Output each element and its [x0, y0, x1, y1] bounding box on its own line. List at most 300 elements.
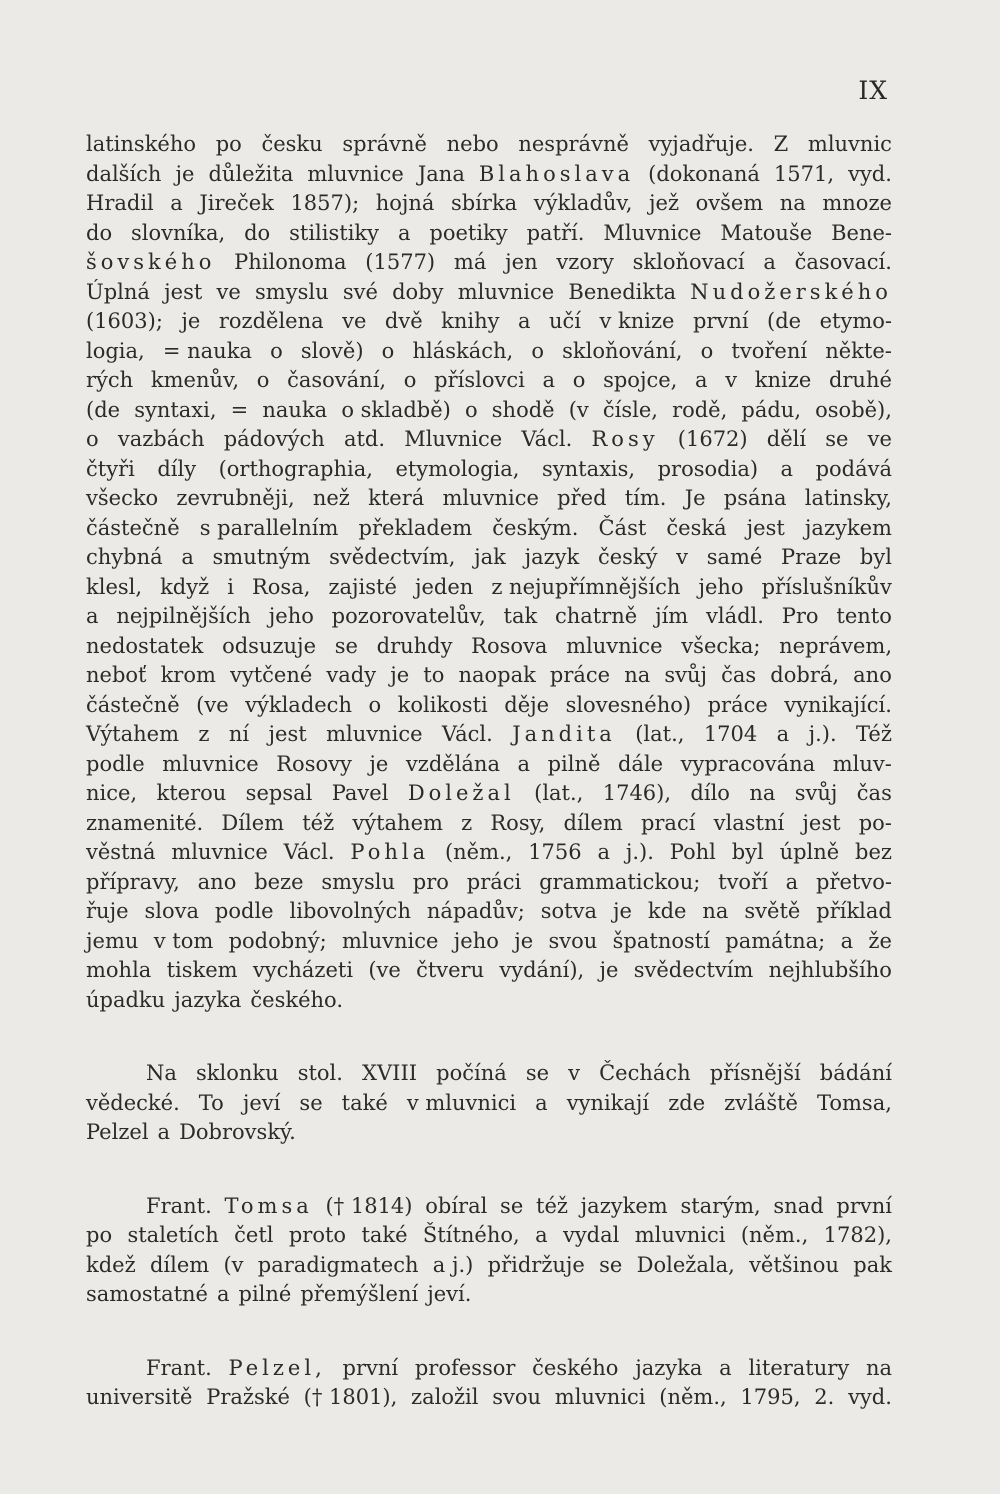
text-line	[86, 927, 892, 957]
word: je	[514, 928, 534, 953]
word: Rosa,	[251, 574, 311, 599]
page-number: IX	[858, 76, 888, 105]
word: knize	[754, 368, 812, 392]
word: znamenité.	[86, 810, 204, 835]
word: Philonoma	[234, 250, 347, 274]
word: první	[342, 1355, 399, 1380]
word: vydání),	[499, 958, 585, 982]
word: nápadův;	[426, 899, 525, 923]
word: slova	[144, 899, 199, 923]
word: Dílem	[221, 810, 285, 835]
word: o	[368, 692, 382, 717]
word: když	[160, 574, 210, 599]
word: svědectvím,	[329, 545, 456, 569]
word: ano	[853, 663, 892, 687]
word: Je	[684, 486, 706, 510]
word: osobě),	[815, 397, 892, 422]
word: rodě,	[672, 397, 728, 422]
text-line	[86, 1192, 892, 1222]
word: chatrně	[555, 604, 638, 628]
word: o	[86, 427, 99, 451]
word: odsuzuje	[222, 633, 316, 658]
word: sepsal	[245, 781, 313, 805]
text-line	[86, 602, 892, 632]
word: mluvnice	[307, 161, 404, 186]
word: přetvo-	[816, 869, 892, 894]
word: mluvnice	[342, 928, 439, 953]
word: a	[517, 751, 531, 776]
word: nice,	[86, 781, 138, 805]
word: samostatné	[86, 1282, 208, 1306]
word: dílem	[149, 1252, 210, 1277]
word: čtyři	[86, 456, 135, 481]
word: mohla	[86, 958, 152, 982]
text-line	[86, 396, 892, 426]
word: druhé	[828, 368, 892, 392]
word: (něm.,	[659, 1385, 727, 1409]
word: jeho	[268, 604, 314, 628]
word: sotva	[540, 899, 598, 923]
text-line	[86, 691, 892, 721]
word: sbírka	[450, 191, 518, 215]
word: jazyk	[524, 545, 580, 569]
word: v mluvnici	[406, 1090, 517, 1115]
word: výkladův,	[533, 191, 633, 215]
word: patří.	[526, 220, 585, 245]
word: (de	[767, 309, 802, 333]
word: Štítného,	[422, 1223, 520, 1247]
word: dílo	[690, 781, 730, 805]
word: vědecké.	[86, 1090, 180, 1115]
word: podle	[214, 899, 274, 923]
word: Hradil	[86, 191, 154, 215]
word: částečně	[86, 515, 180, 540]
word: je	[599, 958, 619, 982]
paragraph	[86, 1354, 892, 1413]
word: (v	[223, 1252, 244, 1277]
word: dvě	[384, 309, 423, 333]
word: To	[198, 1090, 224, 1115]
word: špatností	[612, 928, 710, 953]
word: výkladech	[245, 692, 352, 717]
word: svou	[492, 1385, 542, 1409]
word: ní	[228, 722, 250, 746]
word: 1795,	[740, 1385, 801, 1409]
word: Dobrovský.	[179, 1120, 296, 1144]
word: libovolných	[289, 899, 411, 923]
paragraph-gap	[86, 1148, 892, 1192]
word: je	[390, 663, 410, 687]
word: šovského	[86, 250, 216, 274]
word: vydal	[562, 1223, 620, 1247]
word: staletích	[127, 1223, 219, 1247]
word: jazyka	[635, 1355, 703, 1380]
word: Václ.	[521, 427, 573, 451]
word: neprávem,	[779, 633, 892, 658]
word: než	[312, 486, 350, 510]
word: dalších	[86, 161, 162, 186]
word: vynikají	[566, 1090, 650, 1115]
word: neboť	[86, 663, 147, 687]
word: a	[542, 368, 556, 392]
word: Část	[598, 515, 647, 540]
word: čas	[856, 781, 892, 805]
word: v	[725, 368, 738, 392]
word: Pelzel	[86, 1120, 149, 1144]
word: a	[719, 1355, 732, 1380]
word: nebo	[446, 132, 499, 156]
word: o	[403, 368, 417, 392]
word: byl	[731, 840, 764, 864]
word: jest	[164, 279, 203, 304]
word: syntaxis,	[541, 456, 636, 481]
word: 1746),	[602, 781, 672, 805]
word: Pro	[781, 604, 819, 628]
word: mluvnice	[442, 486, 539, 510]
word: universitě	[86, 1385, 193, 1409]
word: v tom	[153, 928, 214, 953]
word: ve	[216, 279, 241, 304]
word: vyd.	[848, 1385, 892, 1409]
word: mluvnici	[634, 1223, 726, 1247]
word: vzdělána	[405, 751, 500, 776]
word: nedostatek	[86, 633, 204, 658]
word: Na	[146, 1061, 177, 1085]
word: a	[840, 928, 854, 953]
word: a	[535, 1223, 548, 1247]
word: též	[302, 810, 335, 835]
word: kmenův,	[150, 368, 240, 392]
word: s parallelním	[199, 515, 339, 540]
paragraph	[86, 130, 892, 1015]
word: česká	[666, 515, 727, 540]
word: obíral	[425, 1193, 488, 1218]
word: podobný;	[228, 928, 327, 953]
word: 1857);	[290, 191, 360, 215]
word: zvláště	[724, 1090, 798, 1115]
word: Mluvnice	[404, 427, 503, 451]
word: vazbách	[117, 427, 205, 451]
word: Pohl	[669, 840, 716, 864]
paragraph-gap	[86, 1310, 892, 1354]
word: vzory	[556, 250, 614, 274]
word: ano	[197, 869, 237, 894]
text-line	[86, 1059, 892, 1089]
word: Čechách	[599, 1061, 691, 1085]
word: četl	[234, 1223, 274, 1247]
word: pro	[412, 869, 449, 894]
word: shodě	[491, 397, 555, 422]
word: (1577)	[365, 250, 436, 274]
word: Frant.	[146, 1193, 212, 1218]
word: jím	[655, 604, 689, 628]
paragraph	[86, 1192, 892, 1310]
word: a	[776, 722, 790, 746]
text-line	[86, 868, 892, 898]
word: beze	[254, 869, 304, 894]
word: mluvnice	[566, 633, 663, 658]
word: výtahem	[352, 810, 443, 835]
word: mluv-	[832, 751, 892, 776]
word: jak	[474, 545, 506, 569]
word: své	[342, 279, 378, 304]
word: Úplná	[86, 279, 150, 304]
text-line	[86, 720, 892, 750]
word: Rosy	[591, 427, 659, 451]
text-line	[86, 366, 892, 396]
word: krom	[160, 663, 216, 687]
word: vyd.	[848, 161, 892, 186]
word: Z	[773, 132, 789, 156]
word: psána	[723, 486, 787, 510]
word: tak	[503, 604, 538, 628]
word: Bene-	[831, 220, 892, 245]
word: z nejupřímnějších	[491, 574, 681, 599]
text-line	[86, 543, 892, 573]
word: pádových	[223, 427, 325, 451]
word: logia,	[86, 338, 145, 363]
word: mnoze	[822, 191, 892, 215]
word: jest	[802, 810, 841, 835]
word: v	[676, 545, 689, 569]
word: doby	[392, 279, 444, 304]
word: nejpilnějších	[116, 604, 251, 628]
word: hojná	[375, 191, 435, 215]
text-line	[86, 278, 892, 308]
word: tento	[836, 604, 892, 628]
word: v knize	[599, 309, 675, 333]
word: někte-	[825, 338, 892, 363]
word: to	[423, 663, 445, 687]
word: památna;	[725, 928, 826, 953]
word: j.).	[808, 722, 837, 746]
word: do	[244, 220, 271, 245]
word: Výtahem	[86, 722, 180, 746]
word: svědectvím	[633, 958, 754, 982]
word: český	[597, 545, 658, 569]
word: (de	[86, 397, 121, 422]
word: professor	[414, 1355, 516, 1380]
word: správně	[342, 132, 427, 156]
word: Rosy,	[490, 810, 546, 835]
text-line	[86, 897, 892, 927]
text-line	[86, 337, 892, 367]
word: a	[170, 191, 183, 215]
word: má	[453, 250, 487, 274]
word: a	[397, 220, 411, 245]
text-line	[86, 219, 892, 249]
word: atd.	[343, 427, 386, 451]
word: nesprávně	[518, 132, 629, 156]
word: zevrubněji,	[176, 486, 295, 510]
word: Jana	[417, 161, 465, 186]
word: proto	[288, 1223, 347, 1247]
word: Doležala,	[636, 1252, 735, 1277]
word: slově)	[300, 338, 364, 363]
word: 1756	[528, 840, 582, 864]
word: a	[535, 1090, 548, 1115]
word: o	[381, 338, 395, 363]
word: byl	[859, 545, 892, 569]
word: stilistiky	[289, 220, 380, 245]
word: pozorovatelův,	[331, 604, 486, 628]
word: o	[531, 338, 544, 363]
word: Též	[856, 722, 892, 746]
word: prací	[640, 810, 696, 835]
word: skloňování,	[562, 338, 683, 363]
word: na	[865, 1355, 892, 1380]
word: Václ.	[441, 722, 493, 746]
text-line	[86, 1251, 892, 1281]
text-line	[86, 573, 892, 603]
word: Rosova	[471, 633, 548, 658]
word: se	[825, 427, 849, 451]
word: (ve	[196, 692, 229, 717]
word: se	[299, 1090, 323, 1115]
text-line	[86, 956, 892, 986]
word: je	[612, 899, 632, 923]
word: a	[780, 456, 794, 481]
word: Nudožerského	[690, 279, 892, 304]
word: na	[702, 899, 729, 923]
word: vypracována	[680, 751, 816, 776]
word: mluvnice	[171, 840, 268, 864]
word: svůj	[664, 663, 708, 687]
text-line	[86, 1221, 892, 1251]
word: a	[216, 1282, 230, 1306]
word: Václ.	[283, 840, 335, 864]
word: jeho	[453, 928, 499, 953]
text-line	[86, 632, 892, 662]
word: svůj	[794, 781, 838, 805]
text-line	[86, 661, 892, 691]
word: Pelzel,	[228, 1355, 326, 1380]
word: Pohla	[350, 840, 430, 864]
word: XVIII	[362, 1061, 418, 1085]
word: vlastní	[713, 810, 785, 835]
word: starým,	[680, 1193, 761, 1218]
word: o skladbě)	[341, 397, 451, 422]
word: všecka;	[681, 633, 761, 658]
word: = nauka	[162, 338, 252, 363]
word: (lat.,	[534, 781, 584, 805]
word: pilně	[547, 751, 601, 776]
word: Rosovy	[276, 751, 352, 776]
word: jeden	[414, 574, 474, 599]
word: Mluvnice	[603, 220, 702, 245]
word: grammatickou;	[539, 869, 701, 894]
word: 1704	[703, 722, 758, 746]
word: smutným	[212, 545, 311, 569]
word: a	[695, 368, 708, 392]
paragraph-gap	[86, 1015, 892, 1059]
word: příslušníkův	[761, 574, 892, 599]
word: latinsky,	[804, 486, 892, 510]
word: paradigmatech	[257, 1252, 419, 1277]
word: českým.	[492, 515, 579, 540]
text-line	[86, 750, 892, 780]
word: jazyka	[174, 987, 242, 1012]
word: jest	[268, 722, 307, 746]
word: smyslu	[321, 869, 395, 894]
word: česku	[261, 132, 323, 156]
text-line	[86, 189, 892, 219]
word: čtveru	[416, 958, 485, 982]
word: Pavel	[331, 781, 389, 805]
word: nauka	[262, 397, 328, 422]
word: je	[175, 161, 195, 186]
word: po	[86, 1223, 113, 1247]
word: j.).	[625, 840, 654, 864]
word: po-	[858, 810, 892, 835]
word: dobrá,	[770, 663, 840, 687]
word: (dokonaná	[648, 161, 760, 186]
word: Tomsa,	[817, 1090, 892, 1115]
word: jež	[649, 191, 680, 215]
word: na	[624, 663, 651, 687]
text-line	[86, 514, 892, 544]
word: tvoření	[731, 338, 808, 363]
word: dělí	[766, 427, 807, 451]
word: se	[525, 1061, 550, 1085]
word: mluvnici	[554, 1385, 646, 1409]
word: stol.	[297, 1061, 343, 1085]
word: mluvnic	[807, 132, 892, 156]
word: přípravy,	[86, 869, 180, 894]
word: sklonku	[195, 1061, 279, 1085]
word: se	[599, 1252, 623, 1277]
text-line	[86, 130, 892, 160]
word: čas	[721, 663, 757, 687]
word: jazykem	[580, 1193, 668, 1218]
body-text	[86, 130, 892, 1413]
word: v	[568, 1061, 580, 1085]
word: o	[572, 368, 586, 392]
word: Benedikta	[568, 279, 677, 304]
word: i	[227, 574, 234, 599]
word: (něm.,	[444, 840, 513, 864]
word: kterou	[156, 781, 227, 805]
word: tvoří	[718, 869, 768, 894]
word: první	[836, 1193, 892, 1218]
word: pádu,	[741, 397, 802, 422]
word: skloňovací	[632, 250, 745, 274]
word: Jandita	[512, 722, 616, 746]
word: († 1801),	[303, 1385, 398, 1409]
word: první	[692, 309, 749, 333]
word: rozdělena	[218, 309, 324, 333]
word: mluvnice	[326, 722, 423, 746]
word: ve	[342, 309, 367, 333]
word: a	[785, 869, 799, 894]
word: podává	[815, 456, 892, 481]
word: se	[334, 633, 358, 658]
word: která	[368, 486, 425, 510]
word: většinou	[749, 1252, 839, 1277]
text-line	[86, 307, 892, 337]
word: o	[465, 397, 478, 422]
word: a	[597, 840, 610, 864]
word: samé	[706, 545, 763, 569]
word: vyjadřuje.	[648, 132, 754, 156]
word: světě	[744, 899, 801, 923]
word: bádání	[819, 1061, 892, 1085]
word: etymologia,	[395, 456, 520, 481]
word: všecko	[86, 486, 159, 510]
word: tiskem	[166, 958, 238, 982]
word: kdež	[86, 1252, 136, 1277]
word: Tomsa	[224, 1193, 313, 1218]
